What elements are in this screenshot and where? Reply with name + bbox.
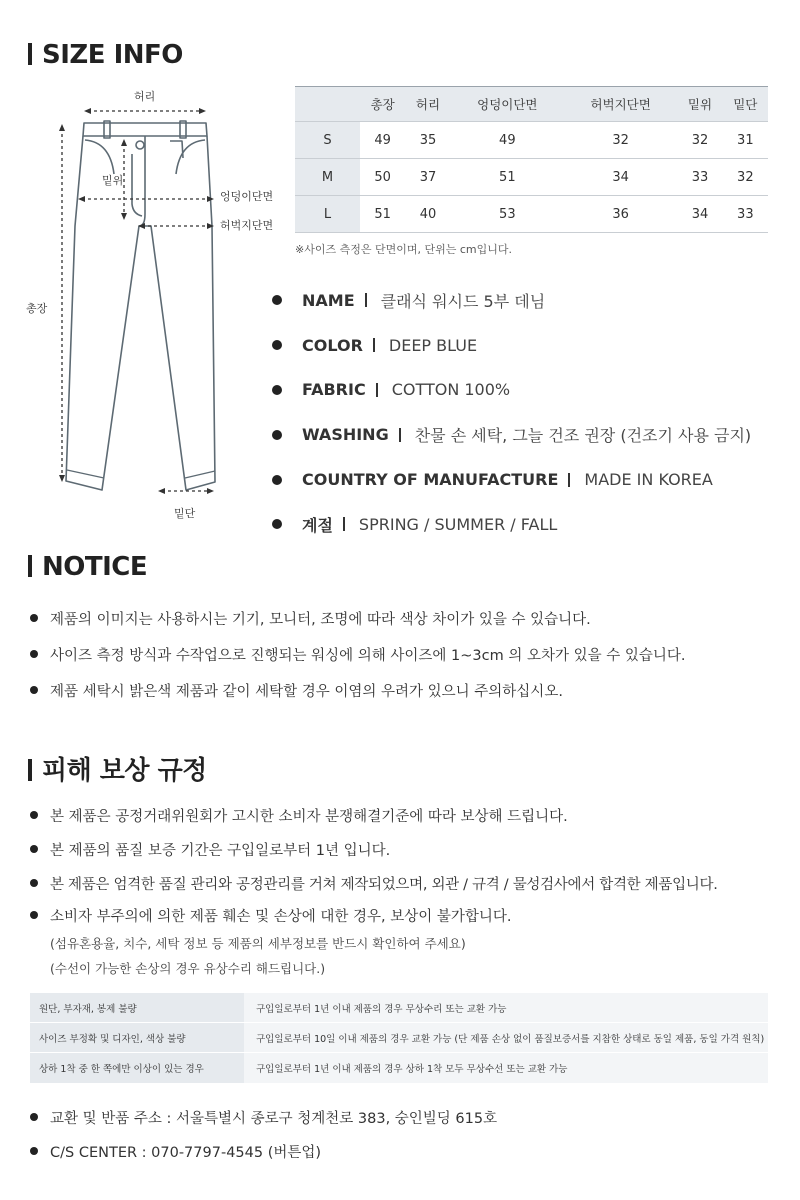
size-col-header: 밑단 <box>733 97 758 112</box>
info-item-washing <box>272 412 751 457</box>
compensation-item: 소비자 부주의에 의한 제품 훼손 및 손상에 대한 경우, 보상이 불가합니다. <box>30 900 718 930</box>
separator-icon <box>568 473 570 487</box>
separator-icon <box>343 517 345 531</box>
size-cell: 34 <box>564 159 677 196</box>
bullet-icon <box>30 614 38 622</box>
size-label: S <box>295 122 360 159</box>
bullet-icon <box>30 811 38 819</box>
contact-address: 교환 및 반품 주소 : 서울특별시 종로구 청계천로 383, 숭인빌딩 615호 <box>30 1100 497 1134</box>
size-info-title: SIZE INFO <box>28 40 183 70</box>
title-bar-icon <box>28 43 32 65</box>
info-key: FABRIC <box>302 380 366 400</box>
size-label: L <box>295 196 360 233</box>
compensation-item: 본 제품은 공정거래위원회가 고시한 소비자 분쟁해결기준에 따라 보상해 드립니다. <box>30 798 718 832</box>
bullet-icon <box>30 1113 38 1121</box>
pants-outline-icon <box>20 86 280 526</box>
info-item-name <box>272 278 751 323</box>
info-value: MADE IN KOREA <box>584 470 713 490</box>
size-row-l <box>295 196 768 233</box>
info-value: 클래식 워시드 5부 데님 <box>380 291 546 311</box>
bullet-icon <box>272 519 282 529</box>
compensation-sub-note: (섬유혼용율, 치수, 세탁 정보 등 제품의 세부정보를 반드시 확인하여 주세요) <box>50 936 466 951</box>
size-note: ※사이즈 측정은 단면이며, 단위는 cm입니다. <box>295 243 512 256</box>
info-value: 찬물 손 세탁, 그늘 건조 권장 (건조기 사용 금지) <box>414 426 752 446</box>
size-col-header: 허리 <box>415 97 441 112</box>
info-key: 계절 <box>302 515 333 535</box>
compensation-row <box>30 993 768 1023</box>
bullet-icon <box>30 686 38 694</box>
contact-cs-center: C/S CENTER : 070-7797-4545 (버튼업) <box>30 1134 497 1168</box>
info-item-fabric <box>272 368 751 413</box>
size-cell: 32 <box>564 122 677 159</box>
size-cell: 35 <box>405 122 450 159</box>
notice-item: 사이즈 측정 방식과 수작업으로 진행되는 워싱에 의해 사이즈에 1~3cm 의 오차가 있을 수 있습니다. <box>30 636 685 672</box>
size-label: M <box>295 159 360 196</box>
separator-icon <box>376 383 378 397</box>
size-col-header: 밑위 <box>687 97 713 112</box>
info-item-country <box>272 457 751 502</box>
info-value: COTTON 100% <box>391 380 511 400</box>
notice-title: NOTICE <box>28 552 147 582</box>
bullet-icon <box>272 430 282 440</box>
bullet-icon <box>272 475 282 485</box>
size-cell: 53 <box>451 196 564 233</box>
info-key: COLOR <box>302 335 363 355</box>
info-item-color <box>272 323 751 368</box>
title-bar-icon <box>28 759 32 781</box>
size-col-header <box>295 87 360 122</box>
length-label: 총장 <box>26 302 48 315</box>
separator-icon <box>373 338 375 352</box>
size-cell: 49 <box>451 122 564 159</box>
hip-label: 엉덩이단면 <box>220 190 274 203</box>
bullet-icon <box>272 295 282 305</box>
info-key: COUNTRY OF MANUFACTURE <box>302 470 559 490</box>
compensation-row <box>30 1023 768 1053</box>
compensation-sub-note: (수선이 가능한 손상의 경우 유상수리 해드립니다.) <box>50 961 326 976</box>
compensation-title: 피해 보상 규정 <box>28 750 207 787</box>
size-row-s <box>295 122 768 159</box>
compensation-item: 본 제품의 품질 보증 기간은 구입일로부터 1년 입니다. <box>30 832 718 866</box>
size-cell: 33 <box>677 159 722 196</box>
hem-label: 밑단 <box>174 507 196 520</box>
contact-list <box>30 1100 497 1168</box>
compensation-item: 본 제품은 엄격한 품질 관리와 공정관리를 거쳐 제작되었으며, 외관 / 규격 / 물성검사에서 합격한 제품입니다. <box>30 866 718 900</box>
size-cell: 33 <box>723 196 768 233</box>
separator-icon <box>365 293 367 307</box>
size-cell: 36 <box>564 196 677 233</box>
size-cell: 34 <box>677 196 722 233</box>
size-cell: 51 <box>451 159 564 196</box>
waist-label: 허리 <box>134 90 156 103</box>
size-col-header: 엉덩이단면 <box>477 97 538 112</box>
policy-cell: 구입일로부터 10일 이내 제품의 경우 교환 가능 (단 제품 손상 없이 품질보증서를 지참한 상태로 동일 제품, 동일 가격 원칙) <box>244 1023 768 1053</box>
bullet-icon <box>30 911 38 919</box>
size-cell: 37 <box>405 159 450 196</box>
size-cell: 40 <box>405 196 450 233</box>
info-value: DEEP BLUE <box>388 335 478 355</box>
bullet-icon <box>30 1147 38 1155</box>
size-cell: 32 <box>723 159 768 196</box>
notice-item: 제품 세탁시 밝은색 제품과 같이 세탁할 경우 이염의 우려가 있으니 주의하십시오. <box>30 672 685 708</box>
bullet-icon <box>272 340 282 350</box>
size-cell: 50 <box>360 159 405 196</box>
info-item-season <box>272 502 751 547</box>
size-col-header: 허벅지단면 <box>590 97 651 112</box>
compensation-table <box>30 992 768 1083</box>
notice-item: 제품의 이미지는 사용하시는 기기, 모니터, 조명에 따라 색상 차이가 있을 수 있습니다. <box>30 600 685 636</box>
thigh-label: 허벅지단면 <box>220 219 274 232</box>
separator-icon <box>399 428 401 442</box>
size-cell: 49 <box>360 122 405 159</box>
size-table-header <box>295 87 768 122</box>
issue-cell: 원단, 부자재, 봉제 불량 <box>30 993 244 1023</box>
issue-cell: 상하 1착 중 한 쪽에만 이상이 있는 경우 <box>30 1053 244 1083</box>
bullet-icon <box>30 845 38 853</box>
policy-cell: 구입일로부터 1년 이내 제품의 경우 무상수리 또는 교환 가능 <box>244 993 768 1023</box>
bullet-icon <box>30 879 38 887</box>
issue-cell: 사이즈 부정확 및 디자인, 색상 불량 <box>30 1023 244 1053</box>
size-col-header: 총장 <box>370 97 395 112</box>
product-info-list <box>272 278 751 547</box>
size-cell: 32 <box>677 122 722 159</box>
policy-cell: 구입일로부터 1년 이내 제품의 경우 상하 1착 모두 무상수선 또는 교환 가능 <box>244 1053 768 1083</box>
info-value: SPRING / SUMMER / FALL <box>358 514 558 534</box>
info-key: WASHING <box>302 425 389 445</box>
notice-list <box>30 600 685 708</box>
size-cell: 31 <box>723 122 768 159</box>
pants-diagram <box>20 86 280 526</box>
rise-label: 밑위 <box>102 174 124 187</box>
compensation-row <box>30 1053 768 1083</box>
size-row-m <box>295 159 768 196</box>
compensation-list <box>30 798 718 930</box>
size-cell: 51 <box>360 196 405 233</box>
title-bar-icon <box>28 555 32 577</box>
bullet-icon <box>272 385 282 395</box>
info-key: NAME <box>302 290 355 310</box>
bullet-icon <box>30 650 38 658</box>
size-table <box>295 86 768 233</box>
